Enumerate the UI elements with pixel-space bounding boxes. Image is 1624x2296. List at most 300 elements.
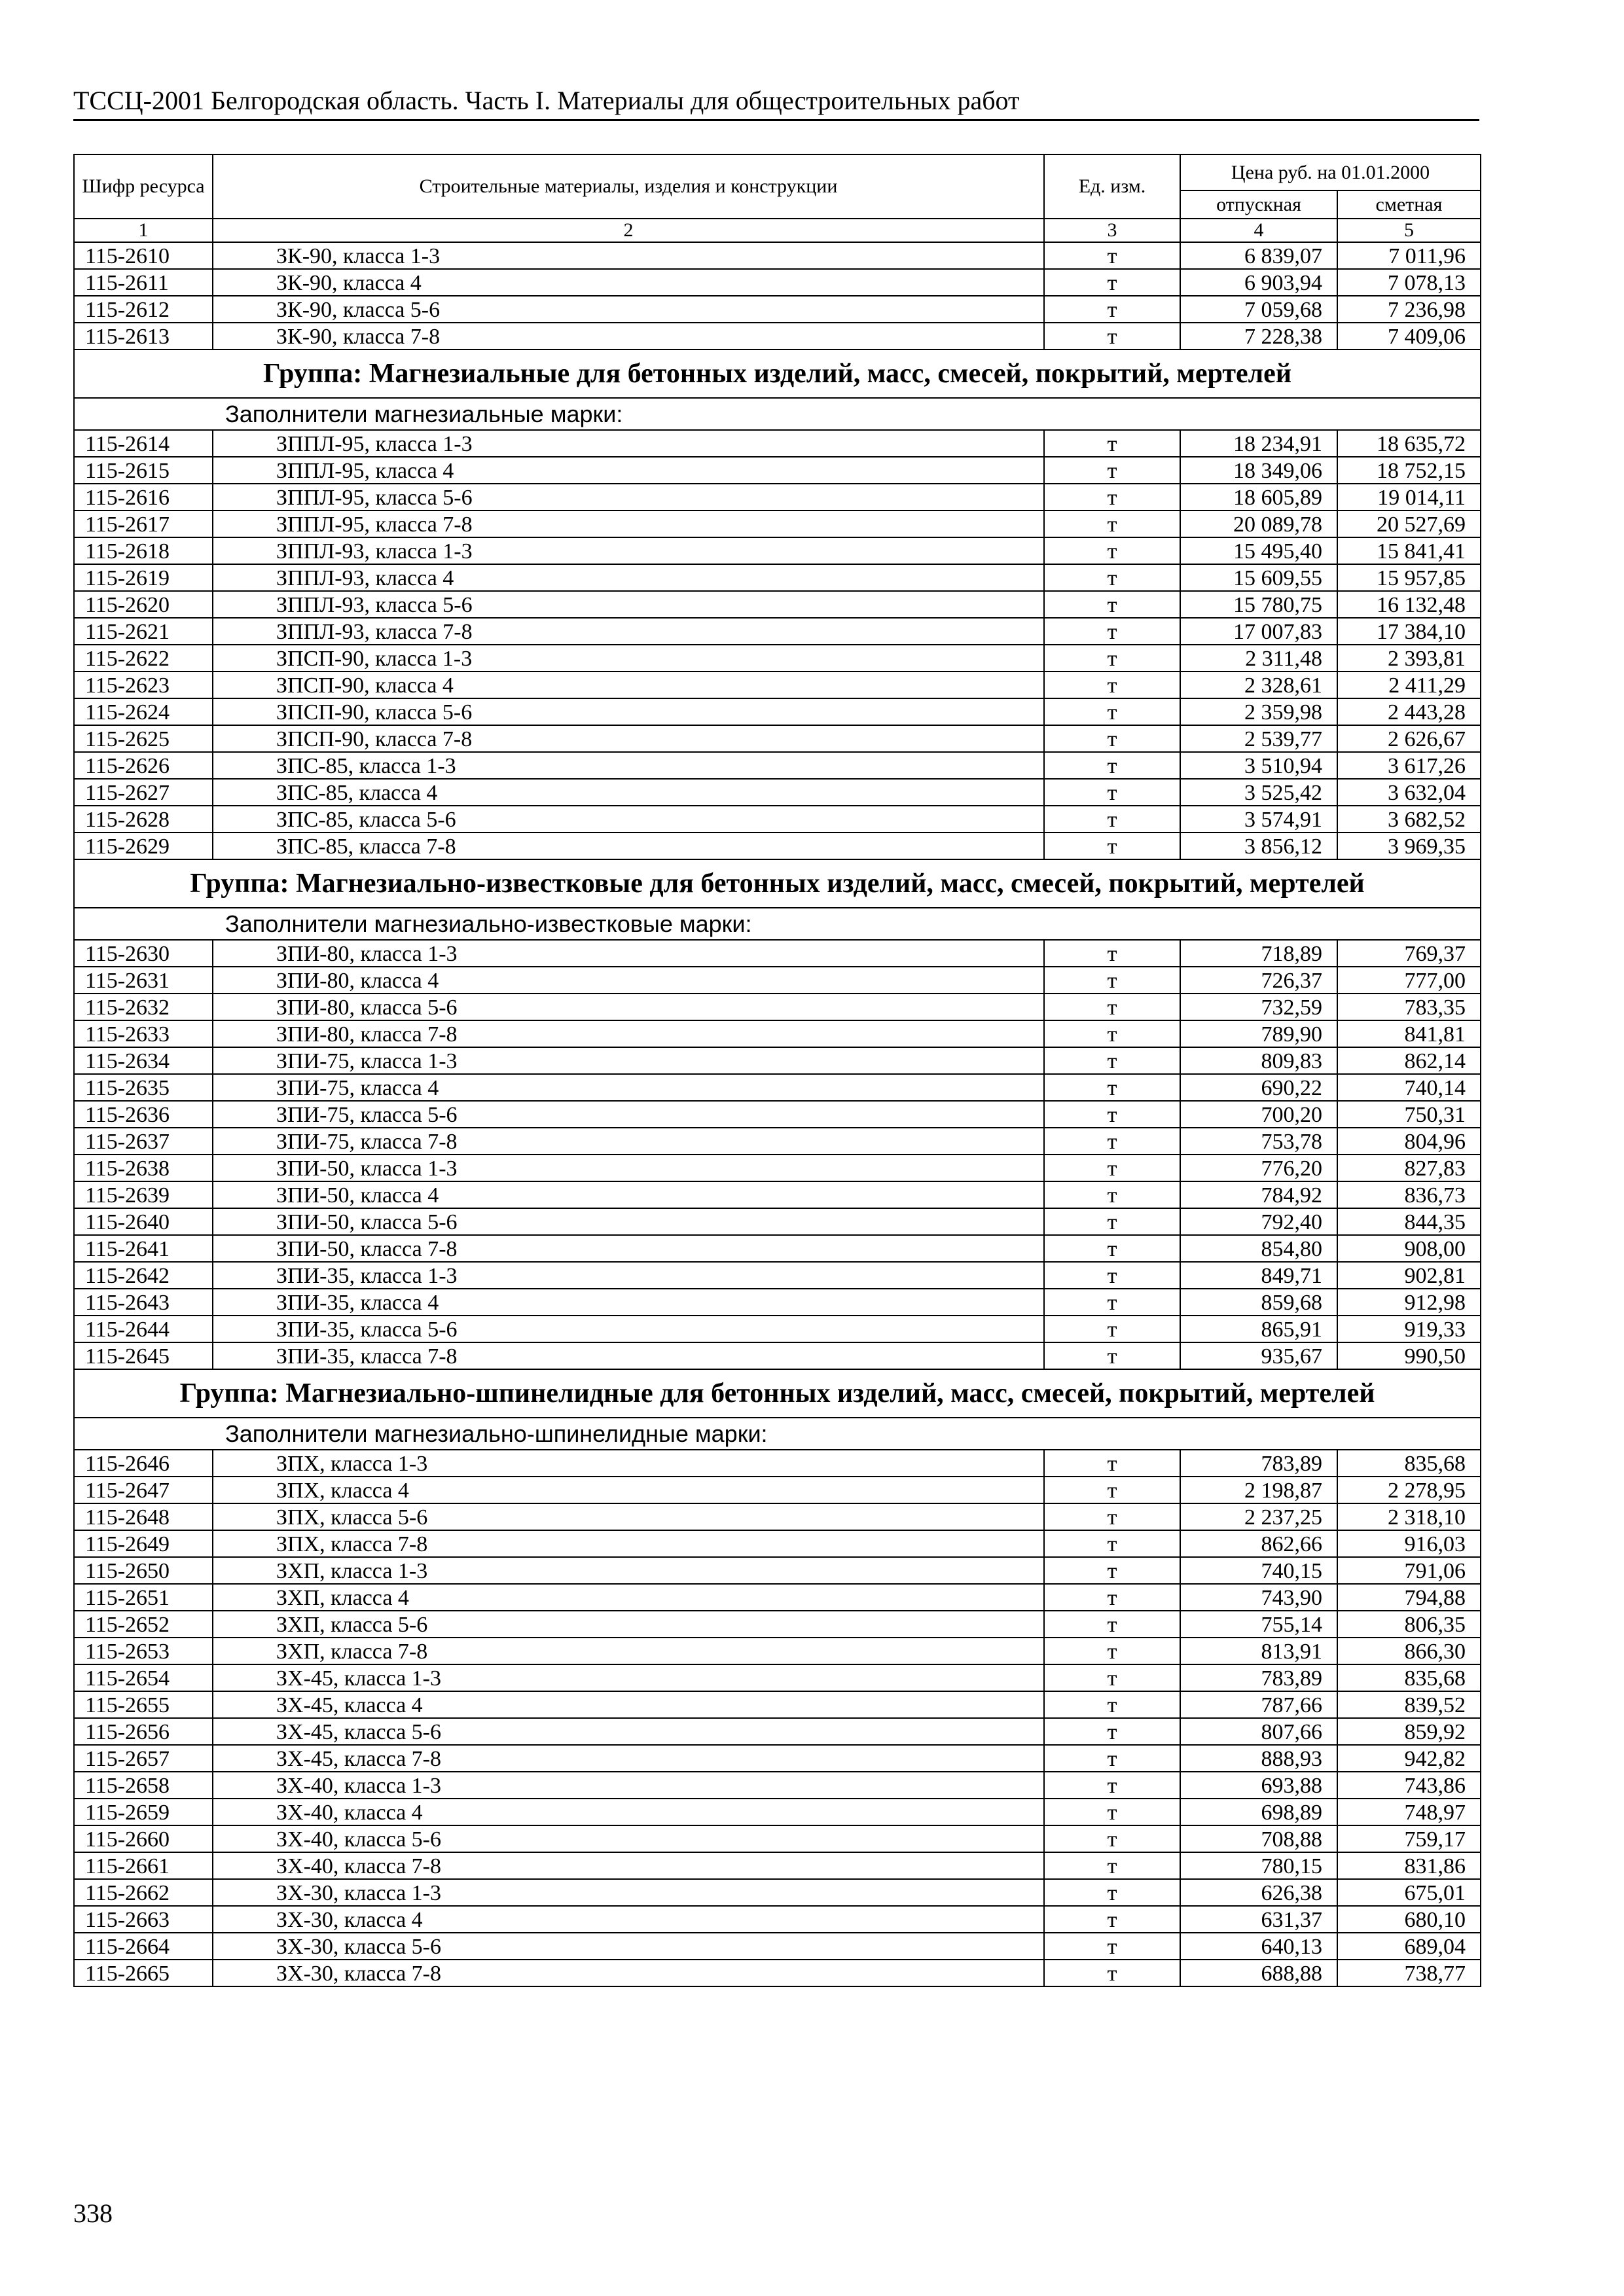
cell-code: 115-2635 — [74, 1074, 213, 1101]
cell-name: ЗХ-45, класса 7-8 — [213, 1745, 1044, 1772]
cell-code: 115-2641 — [74, 1235, 213, 1262]
cell-name: ЗПСП-90, класса 5-6 — [213, 698, 1044, 725]
cell-price-estimate: 836,73 — [1337, 1181, 1481, 1208]
group-heading-row — [74, 350, 1481, 398]
table-row — [74, 269, 1481, 296]
cell-price-release: 15 495,40 — [1180, 537, 1337, 564]
subheading-row — [74, 398, 1481, 430]
cell-price-release: 693,88 — [1180, 1772, 1337, 1799]
column-numbers-row — [74, 219, 1481, 242]
price-table-body — [74, 154, 1481, 1986]
cell-code: 115-2611 — [74, 269, 213, 296]
cell-price-release: 7 228,38 — [1180, 323, 1337, 350]
table-row — [74, 1503, 1481, 1530]
cell-name: ЗХ-40, класса 1-3 — [213, 1772, 1044, 1799]
cell-unit: т — [1044, 1181, 1180, 1208]
cell-price-release: 15 609,55 — [1180, 564, 1337, 591]
cell-unit: т — [1044, 940, 1180, 967]
cell-unit: т — [1044, 242, 1180, 269]
cell-price-estimate: 916,03 — [1337, 1530, 1481, 1557]
table-row — [74, 1477, 1481, 1503]
cell-code: 115-2610 — [74, 242, 213, 269]
cell-unit: т — [1044, 1235, 1180, 1262]
cell-name: ЗПИ-80, класса 7-8 — [213, 1020, 1044, 1047]
cell-unit: т — [1044, 430, 1180, 457]
cell-unit: т — [1044, 323, 1180, 350]
cell-unit: т — [1044, 672, 1180, 698]
cell-unit: т — [1044, 1799, 1180, 1825]
cell-unit: т — [1044, 752, 1180, 779]
group-heading: Группа: Магнезиально-известковые для бетонных изделий, масс, смесей, покрытий, мертелей — [74, 859, 1481, 908]
cell-unit: т — [1044, 1691, 1180, 1718]
cell-price-release: 2 198,87 — [1180, 1477, 1337, 1503]
table-row — [74, 564, 1481, 591]
cell-name: ЗПС-85, класса 7-8 — [213, 833, 1044, 859]
cell-unit: т — [1044, 1128, 1180, 1155]
cell-code: 115-2613 — [74, 323, 213, 350]
cell-code: 115-2659 — [74, 1799, 213, 1825]
cell-unit: т — [1044, 1074, 1180, 1101]
cell-code: 115-2627 — [74, 779, 213, 806]
subheading: Заполнители магнезиально-известковые марки: — [74, 908, 1481, 940]
cell-unit: т — [1044, 698, 1180, 725]
cell-unit: т — [1044, 1262, 1180, 1289]
cell-name: ЗПИ-35, класса 1-3 — [213, 1262, 1044, 1289]
cell-price-release: 813,91 — [1180, 1638, 1337, 1664]
cell-price-estimate: 17 384,10 — [1337, 618, 1481, 645]
cell-name: ЗХ-45, класса 1-3 — [213, 1664, 1044, 1691]
cell-price-release: 888,93 — [1180, 1745, 1337, 1772]
group-heading: Группа: Магнезиальные для бетонных изделий, масс, смесей, покрытий, мертелей — [74, 350, 1481, 398]
cell-name: ЗПСП-90, класса 4 — [213, 672, 1044, 698]
cell-name: ЗПИ-75, класса 4 — [213, 1074, 1044, 1101]
cell-price-estimate: 783,35 — [1337, 994, 1481, 1020]
cell-price-estimate: 20 527,69 — [1337, 511, 1481, 537]
cell-name: ЗПИ-80, класса 1-3 — [213, 940, 1044, 967]
cell-name: ЗХП, класса 4 — [213, 1584, 1044, 1611]
cell-unit: т — [1044, 1289, 1180, 1316]
cell-price-estimate: 7 078,13 — [1337, 269, 1481, 296]
subheading: Заполнители магнезиальные марки: — [74, 398, 1481, 430]
cell-code: 115-2634 — [74, 1047, 213, 1074]
cell-price-release: 6 839,07 — [1180, 242, 1337, 269]
cell-price-release: 17 007,83 — [1180, 618, 1337, 645]
cell-code: 115-2662 — [74, 1879, 213, 1906]
cell-price-estimate: 16 132,48 — [1337, 591, 1481, 618]
cell-price-release: 755,14 — [1180, 1611, 1337, 1638]
cell-code: 115-2625 — [74, 725, 213, 752]
table-row — [74, 1852, 1481, 1879]
cell-price-release: 776,20 — [1180, 1155, 1337, 1181]
cell-price-release: 859,68 — [1180, 1289, 1337, 1316]
cell-name: ЗПС-85, класса 4 — [213, 779, 1044, 806]
cell-name: ЗК-90, класса 7-8 — [213, 323, 1044, 350]
header-code: Шифр ресурса — [74, 154, 213, 219]
cell-price-estimate: 748,97 — [1337, 1799, 1481, 1825]
cell-name: ЗПИ-75, класса 5-6 — [213, 1101, 1044, 1128]
cell-price-estimate: 3 682,52 — [1337, 806, 1481, 833]
cell-price-estimate: 862,14 — [1337, 1047, 1481, 1074]
cell-price-release: 688,88 — [1180, 1960, 1337, 1986]
cell-price-release: 15 780,75 — [1180, 591, 1337, 618]
cell-code: 115-2615 — [74, 457, 213, 484]
cell-price-estimate: 675,01 — [1337, 1879, 1481, 1906]
cell-price-estimate: 804,96 — [1337, 1128, 1481, 1155]
cell-unit: т — [1044, 1208, 1180, 1235]
cell-price-estimate: 902,81 — [1337, 1262, 1481, 1289]
table-row — [74, 806, 1481, 833]
cell-price-estimate: 841,81 — [1337, 1020, 1481, 1047]
cell-price-release: 753,78 — [1180, 1128, 1337, 1155]
cell-price-release: 849,71 — [1180, 1262, 1337, 1289]
table-row — [74, 430, 1481, 457]
cell-name: ЗПИ-80, класса 4 — [213, 967, 1044, 994]
cell-unit: т — [1044, 1316, 1180, 1342]
table-row — [74, 1128, 1481, 1155]
cell-price-release: 783,89 — [1180, 1664, 1337, 1691]
cell-code: 115-2617 — [74, 511, 213, 537]
cell-code: 115-2648 — [74, 1503, 213, 1530]
cell-name: ЗХ-45, класса 4 — [213, 1691, 1044, 1718]
cell-unit: т — [1044, 484, 1180, 511]
table-row — [74, 752, 1481, 779]
cell-price-estimate: 18 752,15 — [1337, 457, 1481, 484]
table-row — [74, 672, 1481, 698]
header-name: Строительные материалы, изделия и конструкции — [213, 154, 1044, 219]
cell-unit: т — [1044, 833, 1180, 859]
cell-name: ЗХ-30, класса 4 — [213, 1906, 1044, 1933]
cell-code: 115-2653 — [74, 1638, 213, 1664]
table-row — [74, 1289, 1481, 1316]
cell-price-estimate: 15 841,41 — [1337, 537, 1481, 564]
table-row — [74, 457, 1481, 484]
cell-unit: т — [1044, 1960, 1180, 1986]
cell-name: ЗПИ-75, класса 1-3 — [213, 1047, 1044, 1074]
cell-price-release: 2 237,25 — [1180, 1503, 1337, 1530]
cell-price-release: 740,15 — [1180, 1557, 1337, 1584]
cell-code: 115-2623 — [74, 672, 213, 698]
cell-name: ЗПХ, класса 4 — [213, 1477, 1044, 1503]
cell-code: 115-2647 — [74, 1477, 213, 1503]
cell-code: 115-2665 — [74, 1960, 213, 1986]
subheading: Заполнители магнезиально-шпинелидные марки: — [74, 1418, 1481, 1450]
cell-price-estimate: 919,33 — [1337, 1316, 1481, 1342]
cell-unit: т — [1044, 1101, 1180, 1128]
cell-price-estimate: 827,83 — [1337, 1155, 1481, 1181]
cell-code: 115-2660 — [74, 1825, 213, 1852]
cell-unit: т — [1044, 1718, 1180, 1745]
cell-price-estimate: 2 393,81 — [1337, 645, 1481, 672]
cell-unit: т — [1044, 1933, 1180, 1960]
table-row — [74, 1745, 1481, 1772]
table-row — [74, 967, 1481, 994]
table-row — [74, 1772, 1481, 1799]
cell-code: 115-2620 — [74, 591, 213, 618]
table-row — [74, 1316, 1481, 1342]
cell-unit: т — [1044, 1450, 1180, 1477]
cell-name: ЗХ-40, класса 4 — [213, 1799, 1044, 1825]
column-number: 4 — [1180, 219, 1337, 242]
cell-code: 115-2644 — [74, 1316, 213, 1342]
cell-price-release: 807,66 — [1180, 1718, 1337, 1745]
cell-price-release: 854,80 — [1180, 1235, 1337, 1262]
subheading-row — [74, 1418, 1481, 1450]
table-row — [74, 618, 1481, 645]
cell-code: 115-2655 — [74, 1691, 213, 1718]
cell-name: ЗППЛ-95, класса 5-6 — [213, 484, 1044, 511]
table-row — [74, 1235, 1481, 1262]
cell-code: 115-2645 — [74, 1342, 213, 1369]
cell-unit: т — [1044, 1772, 1180, 1799]
cell-name: ЗПХ, класса 1-3 — [213, 1450, 1044, 1477]
table-row — [74, 1906, 1481, 1933]
cell-price-estimate: 2 318,10 — [1337, 1503, 1481, 1530]
cell-unit: т — [1044, 994, 1180, 1020]
cell-price-estimate: 738,77 — [1337, 1960, 1481, 1986]
cell-code: 115-2640 — [74, 1208, 213, 1235]
price-table-container — [73, 154, 1480, 1987]
header-price-estimate: сметная — [1337, 190, 1481, 219]
cell-price-estimate: 750,31 — [1337, 1101, 1481, 1128]
table-row — [74, 1584, 1481, 1611]
cell-price-release: 708,88 — [1180, 1825, 1337, 1852]
cell-name: ЗК-90, класса 1-3 — [213, 242, 1044, 269]
price-table — [73, 154, 1481, 1987]
cell-code: 115-2650 — [74, 1557, 213, 1584]
cell-unit: т — [1044, 645, 1180, 672]
cell-unit: т — [1044, 1503, 1180, 1530]
cell-unit: т — [1044, 779, 1180, 806]
cell-code: 115-2616 — [74, 484, 213, 511]
cell-code: 115-2654 — [74, 1664, 213, 1691]
cell-code: 115-2649 — [74, 1530, 213, 1557]
cell-code: 115-2663 — [74, 1906, 213, 1933]
cell-price-release: 631,37 — [1180, 1906, 1337, 1933]
cell-price-estimate: 942,82 — [1337, 1745, 1481, 1772]
cell-name: ЗПИ-75, класса 7-8 — [213, 1128, 1044, 1155]
cell-price-release: 787,66 — [1180, 1691, 1337, 1718]
cell-code: 115-2637 — [74, 1128, 213, 1155]
cell-price-estimate: 743,86 — [1337, 1772, 1481, 1799]
cell-price-release: 18 349,06 — [1180, 457, 1337, 484]
cell-price-estimate: 740,14 — [1337, 1074, 1481, 1101]
cell-price-estimate: 859,92 — [1337, 1718, 1481, 1745]
cell-code: 115-2643 — [74, 1289, 213, 1316]
cell-unit: т — [1044, 725, 1180, 752]
table-row — [74, 1047, 1481, 1074]
cell-price-estimate: 806,35 — [1337, 1611, 1481, 1638]
cell-unit: т — [1044, 591, 1180, 618]
cell-price-estimate: 15 957,85 — [1337, 564, 1481, 591]
table-row — [74, 1155, 1481, 1181]
cell-price-estimate: 3 617,26 — [1337, 752, 1481, 779]
subheading-row — [74, 908, 1481, 940]
table-row — [74, 1933, 1481, 1960]
cell-name: ЗПИ-35, класса 7-8 — [213, 1342, 1044, 1369]
cell-price-estimate: 18 635,72 — [1337, 430, 1481, 457]
cell-code: 115-2646 — [74, 1450, 213, 1477]
cell-price-release: 690,22 — [1180, 1074, 1337, 1101]
cell-name: ЗППЛ-95, класса 4 — [213, 457, 1044, 484]
table-row — [74, 242, 1481, 269]
cell-name: ЗХ-40, класса 7-8 — [213, 1852, 1044, 1879]
cell-price-release: 3 510,94 — [1180, 752, 1337, 779]
cell-name: ЗХП, класса 5-6 — [213, 1611, 1044, 1638]
header-price-group: Цена руб. на 01.01.2000 — [1180, 154, 1481, 190]
cell-code: 115-2628 — [74, 806, 213, 833]
cell-price-estimate: 990,50 — [1337, 1342, 1481, 1369]
cell-price-estimate: 2 443,28 — [1337, 698, 1481, 725]
cell-price-release: 2 311,48 — [1180, 645, 1337, 672]
cell-price-release: 6 903,94 — [1180, 269, 1337, 296]
table-row — [74, 1450, 1481, 1477]
page-number: 338 — [73, 2198, 113, 2228]
cell-code: 115-2612 — [74, 296, 213, 323]
cell-price-release: 18 605,89 — [1180, 484, 1337, 511]
cell-code: 115-2632 — [74, 994, 213, 1020]
cell-price-release: 732,59 — [1180, 994, 1337, 1020]
cell-price-release: 3 856,12 — [1180, 833, 1337, 859]
cell-price-estimate: 759,17 — [1337, 1825, 1481, 1852]
cell-price-estimate: 835,68 — [1337, 1664, 1481, 1691]
cell-price-estimate: 7 236,98 — [1337, 296, 1481, 323]
cell-unit: т — [1044, 1047, 1180, 1074]
cell-name: ЗППЛ-93, класса 4 — [213, 564, 1044, 591]
cell-name: ЗПС-85, класса 5-6 — [213, 806, 1044, 833]
cell-price-release: 726,37 — [1180, 967, 1337, 994]
cell-name: ЗХ-30, класса 1-3 — [213, 1879, 1044, 1906]
cell-code: 115-2630 — [74, 940, 213, 967]
table-row — [74, 591, 1481, 618]
cell-price-estimate: 2 278,95 — [1337, 1477, 1481, 1503]
cell-price-release: 935,67 — [1180, 1342, 1337, 1369]
cell-unit: т — [1044, 1557, 1180, 1584]
column-number: 5 — [1337, 219, 1481, 242]
cell-price-release: 792,40 — [1180, 1208, 1337, 1235]
table-row — [74, 1691, 1481, 1718]
column-number: 2 — [213, 219, 1044, 242]
cell-price-release: 2 359,98 — [1180, 698, 1337, 725]
cell-price-estimate: 831,86 — [1337, 1852, 1481, 1879]
cell-name: ЗХП, класса 1-3 — [213, 1557, 1044, 1584]
cell-price-estimate: 7 409,06 — [1337, 323, 1481, 350]
cell-price-release: 3 574,91 — [1180, 806, 1337, 833]
cell-unit: т — [1044, 1852, 1180, 1879]
cell-code: 115-2621 — [74, 618, 213, 645]
cell-price-release: 18 234,91 — [1180, 430, 1337, 457]
cell-price-estimate: 794,88 — [1337, 1584, 1481, 1611]
cell-price-release: 743,90 — [1180, 1584, 1337, 1611]
table-row — [74, 1879, 1481, 1906]
cell-code: 115-2629 — [74, 833, 213, 859]
cell-code: 115-2626 — [74, 752, 213, 779]
cell-unit: т — [1044, 1638, 1180, 1664]
cell-code: 115-2656 — [74, 1718, 213, 1745]
cell-price-estimate: 835,68 — [1337, 1450, 1481, 1477]
cell-price-estimate: 7 011,96 — [1337, 242, 1481, 269]
cell-name: ЗПИ-80, класса 5-6 — [213, 994, 1044, 1020]
cell-price-estimate: 19 014,11 — [1337, 484, 1481, 511]
cell-name: ЗПИ-35, класса 5-6 — [213, 1316, 1044, 1342]
cell-name: ЗПИ-35, класса 4 — [213, 1289, 1044, 1316]
cell-unit: т — [1044, 511, 1180, 537]
cell-code: 115-2651 — [74, 1584, 213, 1611]
cell-code: 115-2652 — [74, 1611, 213, 1638]
cell-name: ЗПСП-90, класса 1-3 — [213, 645, 1044, 672]
header-unit: Ед. изм. — [1044, 154, 1180, 219]
group-heading-row — [74, 1369, 1481, 1418]
table-row — [74, 1181, 1481, 1208]
cell-code: 115-2661 — [74, 1852, 213, 1879]
table-row — [74, 1020, 1481, 1047]
cell-code: 115-2622 — [74, 645, 213, 672]
cell-unit: т — [1044, 457, 1180, 484]
cell-name: ЗХ-45, класса 5-6 — [213, 1718, 1044, 1745]
cell-name: ЗПХ, класса 5-6 — [213, 1503, 1044, 1530]
cell-unit: т — [1044, 1530, 1180, 1557]
cell-price-release: 7 059,68 — [1180, 296, 1337, 323]
cell-name: ЗХП, класса 7-8 — [213, 1638, 1044, 1664]
table-row — [74, 994, 1481, 1020]
cell-price-estimate: 769,37 — [1337, 940, 1481, 967]
column-number: 1 — [74, 219, 213, 242]
cell-price-estimate: 912,98 — [1337, 1289, 1481, 1316]
cell-price-release: 640,13 — [1180, 1933, 1337, 1960]
table-row — [74, 833, 1481, 859]
table-row — [74, 1342, 1481, 1369]
group-heading: Группа: Магнезиально-шпинелидные для бетонных изделий, масс, смесей, покрытий, мертелей — [74, 1369, 1481, 1418]
cell-code: 115-2638 — [74, 1155, 213, 1181]
cell-price-release: 809,83 — [1180, 1047, 1337, 1074]
table-row — [74, 1262, 1481, 1289]
cell-unit: т — [1044, 1745, 1180, 1772]
cell-price-estimate: 2 411,29 — [1337, 672, 1481, 698]
table-row — [74, 645, 1481, 672]
column-number: 3 — [1044, 219, 1180, 242]
table-row — [74, 1208, 1481, 1235]
table-row — [74, 1638, 1481, 1664]
cell-name: ЗПС-85, класса 1-3 — [213, 752, 1044, 779]
cell-name: ЗППЛ-95, класса 1-3 — [213, 430, 1044, 457]
table-row — [74, 1960, 1481, 1986]
cell-code: 115-2619 — [74, 564, 213, 591]
cell-name: ЗХ-40, класса 5-6 — [213, 1825, 1044, 1852]
cell-price-release: 862,66 — [1180, 1530, 1337, 1557]
cell-price-release: 3 525,42 — [1180, 779, 1337, 806]
table-row — [74, 940, 1481, 967]
cell-name: ЗПИ-50, класса 7-8 — [213, 1235, 1044, 1262]
cell-code: 115-2624 — [74, 698, 213, 725]
cell-unit: т — [1044, 1342, 1180, 1369]
cell-code: 115-2639 — [74, 1181, 213, 1208]
table-row — [74, 698, 1481, 725]
cell-price-release: 784,92 — [1180, 1181, 1337, 1208]
cell-unit: т — [1044, 1825, 1180, 1852]
cell-name: ЗХ-30, класса 5-6 — [213, 1933, 1044, 1960]
table-row — [74, 725, 1481, 752]
cell-name: ЗПИ-50, класса 1-3 — [213, 1155, 1044, 1181]
table-row — [74, 1825, 1481, 1852]
table-row — [74, 1664, 1481, 1691]
cell-price-release: 2 539,77 — [1180, 725, 1337, 752]
group-heading-row — [74, 859, 1481, 908]
cell-price-estimate: 839,52 — [1337, 1691, 1481, 1718]
cell-price-release: 20 089,78 — [1180, 511, 1337, 537]
header-price-release: отпускная — [1180, 190, 1337, 219]
cell-unit: т — [1044, 1477, 1180, 1503]
cell-name: ЗПСП-90, класса 7-8 — [213, 725, 1044, 752]
cell-code: 115-2642 — [74, 1262, 213, 1289]
